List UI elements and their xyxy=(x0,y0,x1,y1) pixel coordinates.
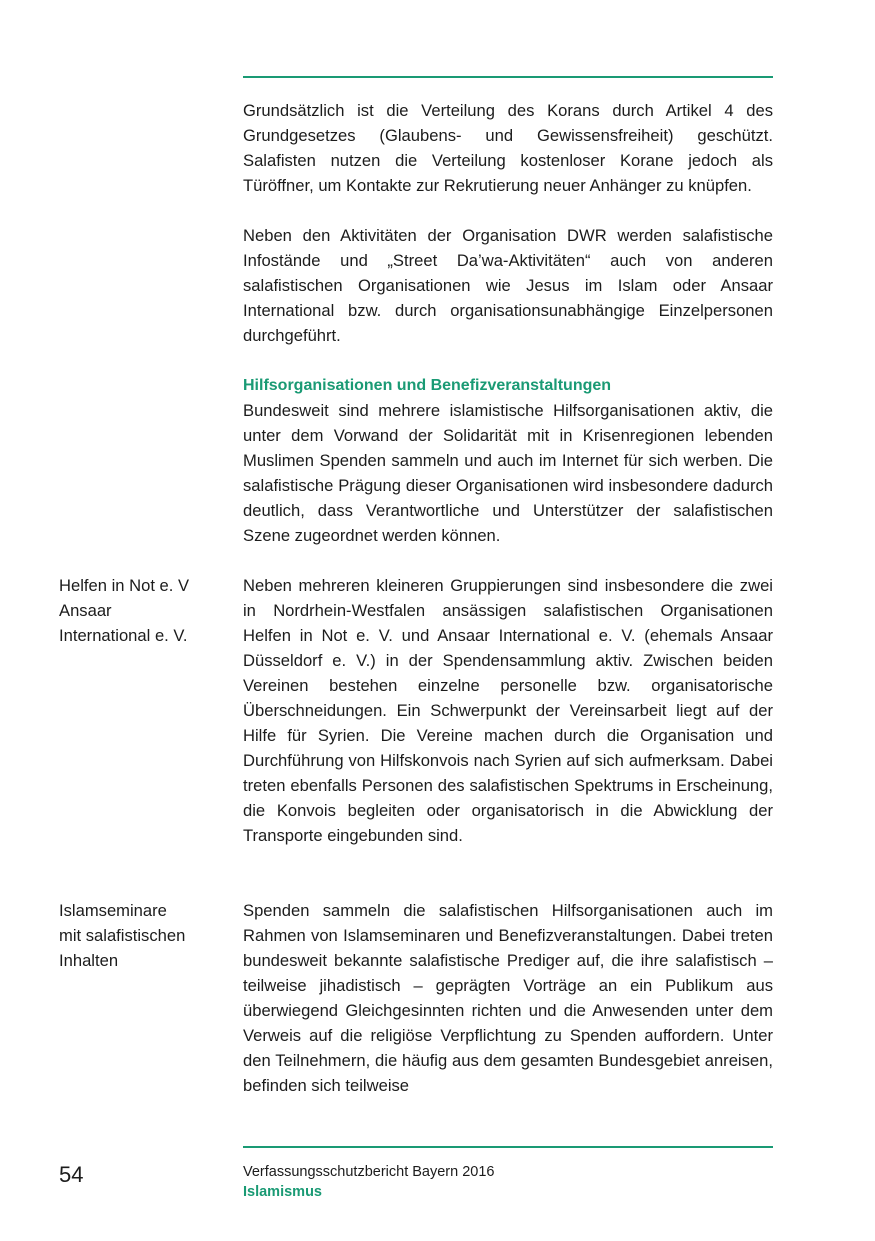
margin-note-line: Ansaar xyxy=(59,601,112,620)
margin-note-helfen-in-not xyxy=(59,573,229,648)
top-divider xyxy=(243,76,773,78)
footer xyxy=(243,1162,494,1202)
page-number: 54 xyxy=(59,1162,84,1187)
paragraph-aid-organizations: Bundesweit sind mehrere islamistische Hilfsorganisationen aktiv, die unter dem Vorwand der Solidarität mit in Krisenregionen lebenden Muslimen Spenden sammeln und auch im Internet für sich werben. Die salafistische Prägung dieser Organisationen wird insbesondere dadurch deutlich, dass Verantwortliche und Unterstützer der salafistischen Szene zugeordnet werden können. xyxy=(243,401,773,545)
section-heading: Hilfsorganisationen und Benefizveranstaltungen xyxy=(243,377,612,394)
margin-note-line: Islamseminare xyxy=(59,901,167,920)
footer-report-title: Verfassungsschutzbericht Bayern 2016 xyxy=(243,1164,495,1180)
margin-note-line: Helfen in Not e. V xyxy=(59,576,190,595)
paragraph-koran-distribution: Grundsätzlich ist die Verteilung des Korans durch Artikel 4 des Grundgesetzes (Glaubens- und Gewissensfreiheit) geschützt. Salafisten nutzen die Verteilung kostenloser Korane jedoch als Türöffner, um Kontakte zur Rekrutierung neuer Anhänger zu knüpfen. xyxy=(243,101,773,195)
bottom-divider xyxy=(243,1146,773,1148)
paragraph-islamseminare: Spenden sammeln die salafistischen Hilfsorganisationen auch im Rahmen von Islamseminaren und Benefizveranstaltungen. Dabei treten bundesweit bekannte salafistische Prediger auf, die ihre salafistisch – teilweise jihadistisch – geprägten Vorträge an ein Publikum aus überwiegend Gleichgesinnten richten und die Anwesenden unter dem Verweis auf die religiöse Verpflichtung zu Spenden auffordern. Unter den Teilnehmern, die häufig aus dem gesamten Bundesgebiet anreisen, befinden sich teilweise xyxy=(243,901,773,1095)
margin-note-line: Inhalten xyxy=(59,951,119,970)
margin-note-line: mit salafistischen xyxy=(59,926,186,945)
margin-note-line: International e. V. xyxy=(59,626,188,645)
footer-section: Islamismus xyxy=(243,1184,322,1200)
margin-note-islamseminare xyxy=(59,898,229,973)
paragraph-street-dawa: Neben den Aktivitäten der Organisation DWR werden salafistische Infostände und „Street Da’wa-Aktivitäten“ auch von anderen salafistischen Organisationen wie Jesus im Islam oder Ansaar International bzw. durch organisationsunabhängige Einzelpersonen durchgeführt. xyxy=(243,226,773,345)
paragraph-helfen-in-not: Neben mehreren kleineren Gruppierungen sind insbesondere die zwei in Nordrhein-Westfalen ansässigen salafistischen Organisationen Helfen in Not e. V. und Ansaar International e. V. (ehemals Ansaar Düsseldorf e. V.) in der Spendensammlung aktiv. Zwischen beiden Vereinen bestehen einzelne personelle bzw. organisatorische Überschneidungen. Ein Schwerpunkt der Vereinsarbeit liegt auf der Hilfe für Syrien. Die Vereine machen durch die Organisation und Durchführung von Hilfskonvois nach Syrien auf sich aufmerksam. Dabei treten ebenfalls Personen des salafistischen Spektrums in Erscheinung, die Konvois begleiten oder organisatorisch in die Abwicklung der Transporte eingebunden sind. xyxy=(243,576,773,845)
